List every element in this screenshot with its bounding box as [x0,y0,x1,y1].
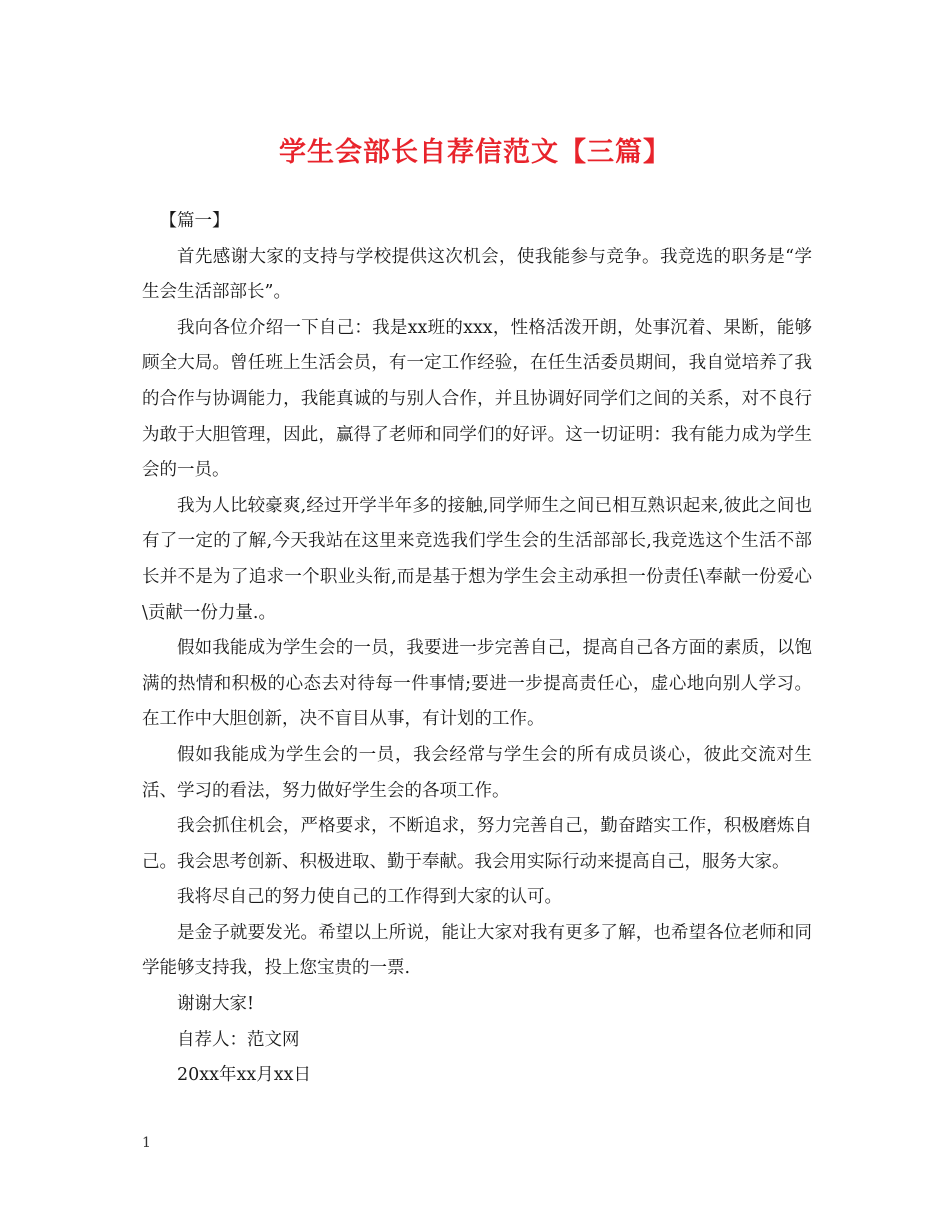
paragraph-intro: 首先感谢大家的支持与学校提供这次机会，使我能参与竞争。我竞选的职务是“学生会生活部部长”。 [142,246,812,303]
paragraph-thanks: 谢谢大家! [177,994,255,1015]
signature-date: 20xx年xx月xx日 [177,1065,311,1086]
paragraph-commitment: 我会抓住机会，严格要求，不断追求，努力完善自己，勤奋踏实工作，积极磨炼自己。我会思考创新、积极进取、勤于奉献。我会用实际行动来提高自己，服务大家。 [142,816,812,872]
signature-author: 自荐人：范文网 [177,1029,300,1050]
paragraph-closing: 是金子就要发光。希望以上所说，能让大家对我有更多了解，也希望各位老师和同学能够支持我，投上您宝贵的一票. [142,922,812,979]
paragraph-self-introduction: 我向各位介绍一下自己：我是xx班的xxx，性格活泼开朗，处事沉着、果断，能够顾全大局。曾任班上生活会员，有一定工作经验，在任生活委员期间，我自觉培养了我的合作与协调能力，我能真诚的与别人合作，并且协调好同学们之间的关系，对不良行为敢于大胆管理，因此，赢得了老师和同学们的好评。这一切证明：我有能力成为学生会的一员。 [142,317,812,481]
section-label: 【篇一】 [159,211,230,231]
document-body [142,204,812,1094]
paragraph-motivation: 我为人比较豪爽,经过开学半年多的接触,同学师生之间已相互熟识起来,彼此之间也有了一定的了解,今天我站在这里来竞选我们学生会的生活部部长,我竞选这个生活不部长并不是为了追求一个职业头衔,而是基于想为学生会主动承担一份责任\奉献一份爱心\贡献一份力量.。 [142,495,812,623]
document-title: 学生会部长自荐信范文【三篇】 [279,137,671,168]
page-number: 1 [142,1135,151,1151]
paragraph-communication: 假如我能成为学生会的一员，我会经常与学生会的所有成员谈心，彼此交流对生活、学习的看法，努力做好学生会的各项工作。 [142,744,812,801]
paragraph-improvement: 假如我能成为学生会的一员，我要进一步完善自己，提高自己各方面的素质，以饱满的热情和积极的心态去对待每一件事情;要进一步提高责任心，虚心地向别人学习。在工作中大胆创新，决不盲目从事，有计划的工作。 [142,638,812,730]
paragraph-recognition: 我将尽自己的努力使自己的工作得到大家的认可。 [177,887,562,908]
